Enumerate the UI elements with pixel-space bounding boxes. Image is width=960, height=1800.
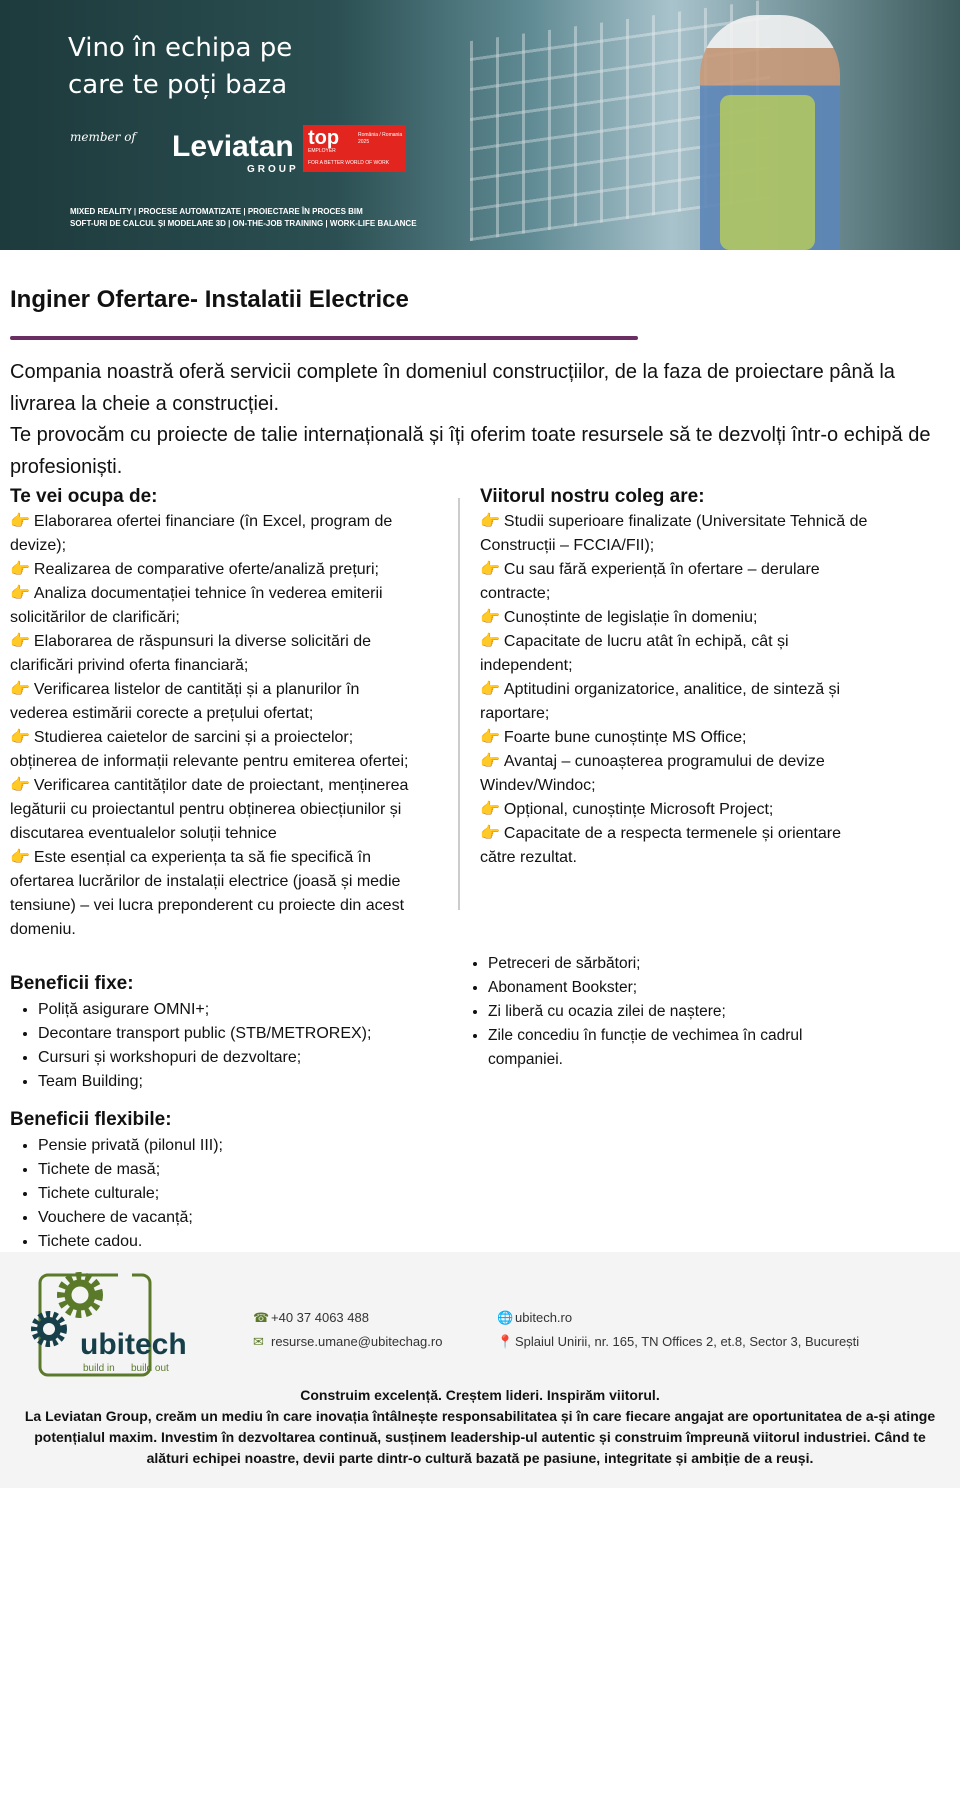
list-item — [10, 678, 410, 726]
fixed-benefits-list-continued — [460, 952, 840, 1072]
leviatan-group-text: GROUP — [247, 164, 299, 175]
pointing-hand-icon: 👉 — [480, 801, 500, 818]
fixed-benefits-continued — [460, 952, 840, 1072]
list-item-text: Analiza documentației tehnice în vederea emiterii solicitărilor de clarificări; — [10, 585, 383, 626]
employer-text: EMPLOYER — [308, 148, 336, 154]
list-item-text: Capacitate de lucru atât în echipă, cât și independent; — [480, 633, 789, 674]
globe-icon: 🌐 — [497, 1310, 514, 1325]
tags-line: MIXED REALITY | PROCESE AUTOMATIZATE | PROIECTARE ÎN PROCES BIM — [70, 207, 363, 216]
svg-text:build in: build in — [83, 1363, 115, 1374]
pointing-hand-icon: 👉 — [10, 633, 30, 650]
email-icon: ✉ — [253, 1334, 264, 1349]
list-item-text: Avantaj – cunoașterea programului de devize Windev/Windoc; — [480, 753, 825, 794]
list-item-text: Verificarea cantităților date de proiectant, menținerea legăturii cu proiectantul pentru obținerea obiecțiunilor și discutarea eventualelor soluții tehnice — [10, 777, 409, 842]
requirements-list — [480, 510, 870, 870]
pointing-hand-icon: 👉 — [10, 585, 30, 602]
list-item-text: Opțional, cunoștințe Microsoft Project; — [503, 801, 774, 818]
list-item — [480, 726, 870, 750]
footer-motto: Construim excelență. Creștem lideri. Inspirăm viitorul. — [300, 1387, 660, 1403]
contact-left — [253, 1306, 442, 1354]
header-banner — [0, 0, 960, 250]
list-item — [10, 510, 410, 558]
ubitech-logo — [25, 1267, 185, 1382]
list-item-text: Verificarea listelor de cantități și a planurilor în vederea estimării corecte a prețului ofertat; — [10, 681, 360, 722]
list-item-text: Foarte bune cunoștințe MS Office; — [503, 729, 747, 746]
website-link[interactable]: ubitech.ro — [515, 1310, 573, 1325]
safety-vest — [720, 95, 815, 250]
footer-about: La Leviatan Group, creăm un mediu în care inovația întâlnește responsabilitatea și în care fiecare angajat are oportunitatea de a-și atinge potențialul maxim. Investim în dezvoltarea continuă, susținem leadership-ul autentic și construim împreună viitorul industriei. Când te alături echipei noastre, devii parte dintr-o cultură bazată pe pasiune, integritate și ambiție de a reuși. — [24, 1408, 936, 1466]
benefit-item: • Tichete de masă; — [38, 1158, 450, 1182]
list-item — [10, 558, 410, 582]
banner-tags — [70, 206, 417, 230]
benefit-item: • Pensie privată (pilonul III); — [38, 1134, 450, 1158]
svg-text:ubitech: ubitech — [80, 1328, 185, 1361]
list-item-text: Cunoștinte de legislație în domeniu; — [503, 609, 758, 626]
column-divider — [458, 498, 460, 910]
benefit-item: • Decontare transport public (STB/METROREX); — [38, 1022, 450, 1046]
list-item-text: Elaborarea ofertei financiare (în Excel, program de devize); — [10, 513, 393, 554]
list-item — [10, 846, 410, 942]
benefit-item: • Vouchere de vacanță; — [38, 1206, 450, 1230]
benefit-item: • Poliță asigurare OMNI+; — [38, 998, 450, 1022]
top-text: top — [308, 127, 340, 149]
list-item — [10, 774, 410, 846]
title-divider — [10, 336, 638, 340]
phone-icon: ☎ — [253, 1310, 270, 1325]
requirements-heading: Viitorul nostru coleg are: — [480, 486, 705, 507]
intro-paragraph: Te provocăm cu proiecte de talie internațională și îți oferim toate resursele să te dezvolți într-o echipă de profesioniști. — [10, 424, 931, 478]
list-item — [480, 750, 870, 798]
pointing-hand-icon: 👉 — [10, 777, 30, 794]
pointing-hand-icon: 👉 — [480, 513, 500, 530]
list-item — [10, 582, 410, 630]
pointing-hand-icon: 👉 — [480, 609, 500, 626]
benefit-item: • Tichete cadou. — [38, 1230, 450, 1254]
benefit-item: • Cursuri și workshopuri de dezvoltare; — [38, 1046, 450, 1070]
list-item — [10, 630, 410, 678]
banner-headline — [68, 30, 292, 104]
benefits-section — [10, 970, 450, 1254]
list-item — [480, 798, 870, 822]
pointing-hand-icon: 👉 — [480, 561, 500, 578]
year-text: 2025 — [358, 139, 370, 145]
member-of-text: member of — [70, 130, 136, 144]
list-item-text: Capacitate de a respecta termenele și orientare către rezultat. — [480, 825, 841, 866]
list-item — [480, 558, 870, 606]
flexible-benefits-heading: Beneficii flexibile: — [10, 1109, 172, 1130]
list-item — [480, 630, 870, 678]
list-item — [480, 678, 870, 726]
benefit-item: • Team Building; — [38, 1070, 450, 1094]
list-item-text: Studierea caietelor de sarcini și a proiectelor; obținerea de informații relevante pentru emiterea ofertei; — [10, 729, 409, 770]
fixed-benefits-list — [10, 998, 450, 1094]
pointing-hand-icon: 👉 — [10, 681, 30, 698]
top-employer-badge — [303, 125, 406, 172]
contact-right — [497, 1306, 859, 1354]
list-item — [480, 606, 870, 630]
list-item-text: Studii superioare finalizate (Universitate Tehnică de Construcții – FCCIA/FII); — [480, 513, 868, 554]
tags-line: SOFT-URI DE CALCUL ȘI MODELARE 3D | ON-THE-JOB TRAINING | WORK-LIFE BALANCE — [70, 219, 417, 228]
list-item — [480, 510, 870, 558]
fixed-benefits-heading: Beneficii fixe: — [10, 973, 134, 994]
address-text: Splaiul Unirii, nr. 165, TN Offices 2, et.8, Sector 3, București — [515, 1334, 860, 1349]
pointing-hand-icon: 👉 — [480, 681, 500, 698]
list-item-text: Cu sau fără experiență în ofertare – derulare contracte; — [480, 561, 820, 602]
pointing-hand-icon: 👉 — [10, 561, 30, 578]
pointing-hand-icon: 👉 — [480, 753, 500, 770]
list-item-text: Aptitudini organizatorice, analitice, de sinteză și raportare; — [480, 681, 841, 722]
headline-line: Vino în echipa pe — [68, 33, 293, 63]
headline-line: care te poți baza — [68, 70, 288, 100]
location-pin-icon: 📍 — [497, 1334, 514, 1349]
intro-text — [10, 357, 950, 483]
list-item-text: Este esențial ca experiența ta să fie specifică în ofertarea lucrărilor de instalații electrice (joasă și medie tensiune) – vei lucra preponderent cu proiecte din acest domeniu. — [10, 849, 405, 938]
pointing-hand-icon: 👉 — [10, 513, 30, 530]
responsibilities-list — [10, 510, 410, 942]
country-text: România / Romania — [358, 132, 403, 138]
benefit-item: • Petreceri de sărbători; — [488, 952, 840, 976]
list-item-text: Elaborarea de răspunsuri la diverse solicitări de clarificări privind oferta financiară; — [10, 633, 371, 674]
flexible-benefits-list — [10, 1134, 450, 1254]
job-title: Inginer Ofertare- Instalatii Electrice — [10, 286, 409, 313]
responsibilities-heading: Te vei ocupa de: — [10, 486, 158, 507]
footer-text — [20, 1385, 940, 1469]
phone-number[interactable]: +40 37 4063 488 — [271, 1310, 369, 1325]
intro-paragraph: Compania noastră oferă servicii complete în domeniul construcțiilor, de la faza de proiectare până la livrarea la cheie a construcției. — [10, 361, 895, 415]
leviatan-logo: Leviatan — [172, 130, 294, 163]
benefit-item: • Zile concediu în funcție de vechimea în cadrul companiei. — [488, 1024, 840, 1072]
pointing-hand-icon: 👉 — [480, 633, 500, 650]
footer — [0, 1252, 960, 1488]
email-link[interactable]: resurse.umane@ubitechag.ro — [271, 1334, 443, 1349]
list-item — [480, 822, 870, 870]
list-item-text: Realizarea de comparative oferte/analiză prețuri; — [33, 561, 379, 578]
benefit-item: • Tichete culturale; — [38, 1182, 450, 1206]
responsibilities-section — [10, 484, 410, 942]
pointing-hand-icon: 👉 — [10, 729, 30, 746]
list-item — [10, 726, 410, 774]
benefit-item: • Abonament Bookster; — [488, 976, 840, 1000]
requirements-section — [480, 484, 870, 870]
pointing-hand-icon: 👉 — [480, 729, 500, 746]
pointing-hand-icon: 👉 — [480, 825, 500, 842]
svg-text:build out: build out — [131, 1363, 169, 1374]
pointing-hand-icon: 👉 — [10, 849, 30, 866]
tagline-text: FOR A BETTER WORLD OF WORK — [308, 160, 390, 166]
benefit-item: • Zi liberă cu ocazia zilei de naștere; — [488, 1000, 840, 1024]
